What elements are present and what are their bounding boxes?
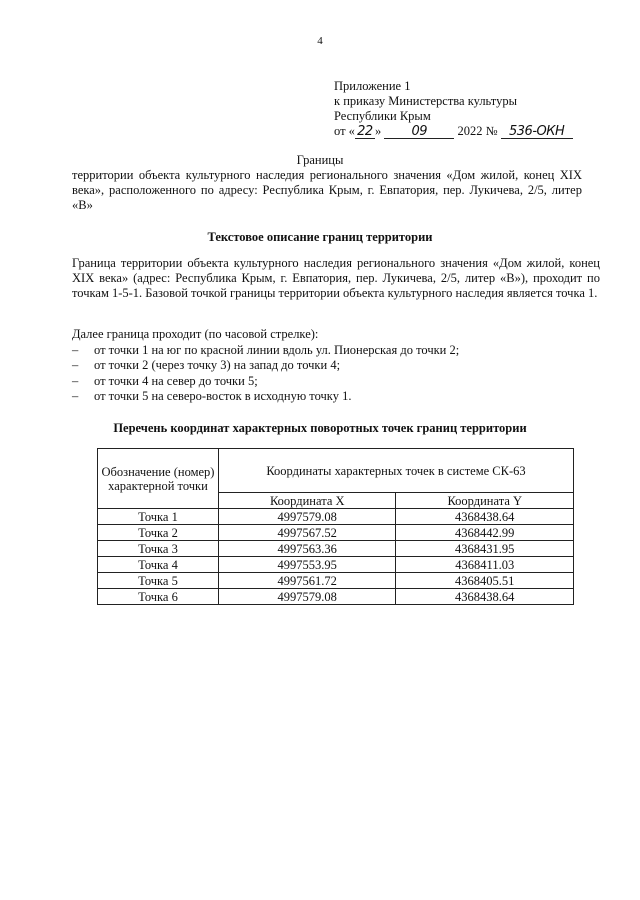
cell-x: 4997579.08 (219, 589, 396, 605)
date-year: 2022 № (457, 124, 498, 138)
annex-line-2: к приказу Министерства культуры (334, 94, 517, 108)
cell-point: Точка 6 (98, 589, 219, 605)
cell-y: 4368442.99 (396, 525, 574, 541)
cell-x: 4997567.52 (219, 525, 396, 541)
header-coordinates-group: Координаты характерных точек в системе СК-63 (219, 449, 574, 493)
cell-y: 4368438.64 (396, 509, 574, 525)
table-row (98, 557, 574, 573)
route-intro: Далее граница проходит (по часовой стрелке): (72, 327, 319, 341)
table-row (98, 573, 574, 589)
cell-point: Точка 4 (98, 557, 219, 573)
cell-y: 4368411.03 (396, 557, 574, 573)
date-day-handwritten: 22 (355, 124, 375, 139)
cell-x: 4997579.08 (219, 509, 396, 525)
date-month-handwritten: 09 (384, 124, 454, 139)
annex-line-1: Приложение 1 (334, 79, 411, 93)
order-number-handwritten: 536-ОКН (501, 124, 573, 139)
date-mid: » (374, 124, 382, 138)
cell-point: Точка 3 (98, 541, 219, 557)
cell-x: 4997553.95 (219, 557, 396, 573)
cell-y: 4368438.64 (396, 589, 574, 605)
list-item: – от точки 5 на северо-восток в исходную точку 1. (72, 389, 352, 403)
list-item: – от точки 4 на север до точки 5; (72, 373, 258, 388)
annex-line-3: Республики Крым (334, 109, 431, 123)
table-row (98, 589, 574, 605)
page-number: 4 (317, 35, 323, 47)
route-list (72, 327, 600, 405)
document-title: Границы (296, 153, 344, 167)
annex-date-line (334, 124, 624, 139)
header-coordinate-y: Координата Y (396, 493, 574, 509)
coordinates-table (97, 448, 574, 605)
table-heading: Перечень координат характерных поворотных точек границ территории (113, 421, 527, 435)
annex-block (334, 79, 624, 139)
cell-x: 4997563.36 (219, 541, 396, 557)
cell-point: Точка 2 (98, 525, 219, 541)
description-paragraph: Граница территории объекта культурного наследия регионального значения «Дом жилой, конец XIX века» (адрес: Республика Крым, г. Евпатория, пер. Лукичева, 2/5, литер «В»), проходит по точкам 1-5-1. Базовой точкой границы территории объекта культурного наследия является точка 1. (72, 256, 600, 300)
cell-y: 4368431.95 (396, 541, 574, 557)
table-header-row (98, 449, 574, 493)
header-point-designation: Обозначение (номер) характерной точки (98, 449, 219, 509)
section-heading: Текстовое описание границ территории (207, 230, 433, 244)
document-subject: территории объекта культурного наследия регионального значения «Дом жилой, конец XIX века», расположенного по адресу: Республика Крым, г. Евпатория, пер. Лукичева, 2/5, литер «В» (72, 168, 582, 212)
cell-point: Точка 5 (98, 573, 219, 589)
list-item: – от точки 1 на юг по красной линии вдоль ул. Пионерская до точки 2; (72, 342, 460, 357)
table-row (98, 525, 574, 541)
table-row (98, 509, 574, 525)
header-coordinate-x: Координата X (219, 493, 396, 509)
cell-y: 4368405.51 (396, 573, 574, 589)
cell-point: Точка 1 (98, 509, 219, 525)
table-row (98, 541, 574, 557)
list-item: – от точки 2 (через точку 3) на запад до точки 4; (72, 358, 341, 372)
cell-x: 4997561.72 (219, 573, 396, 589)
date-prefix: от « (334, 124, 355, 138)
